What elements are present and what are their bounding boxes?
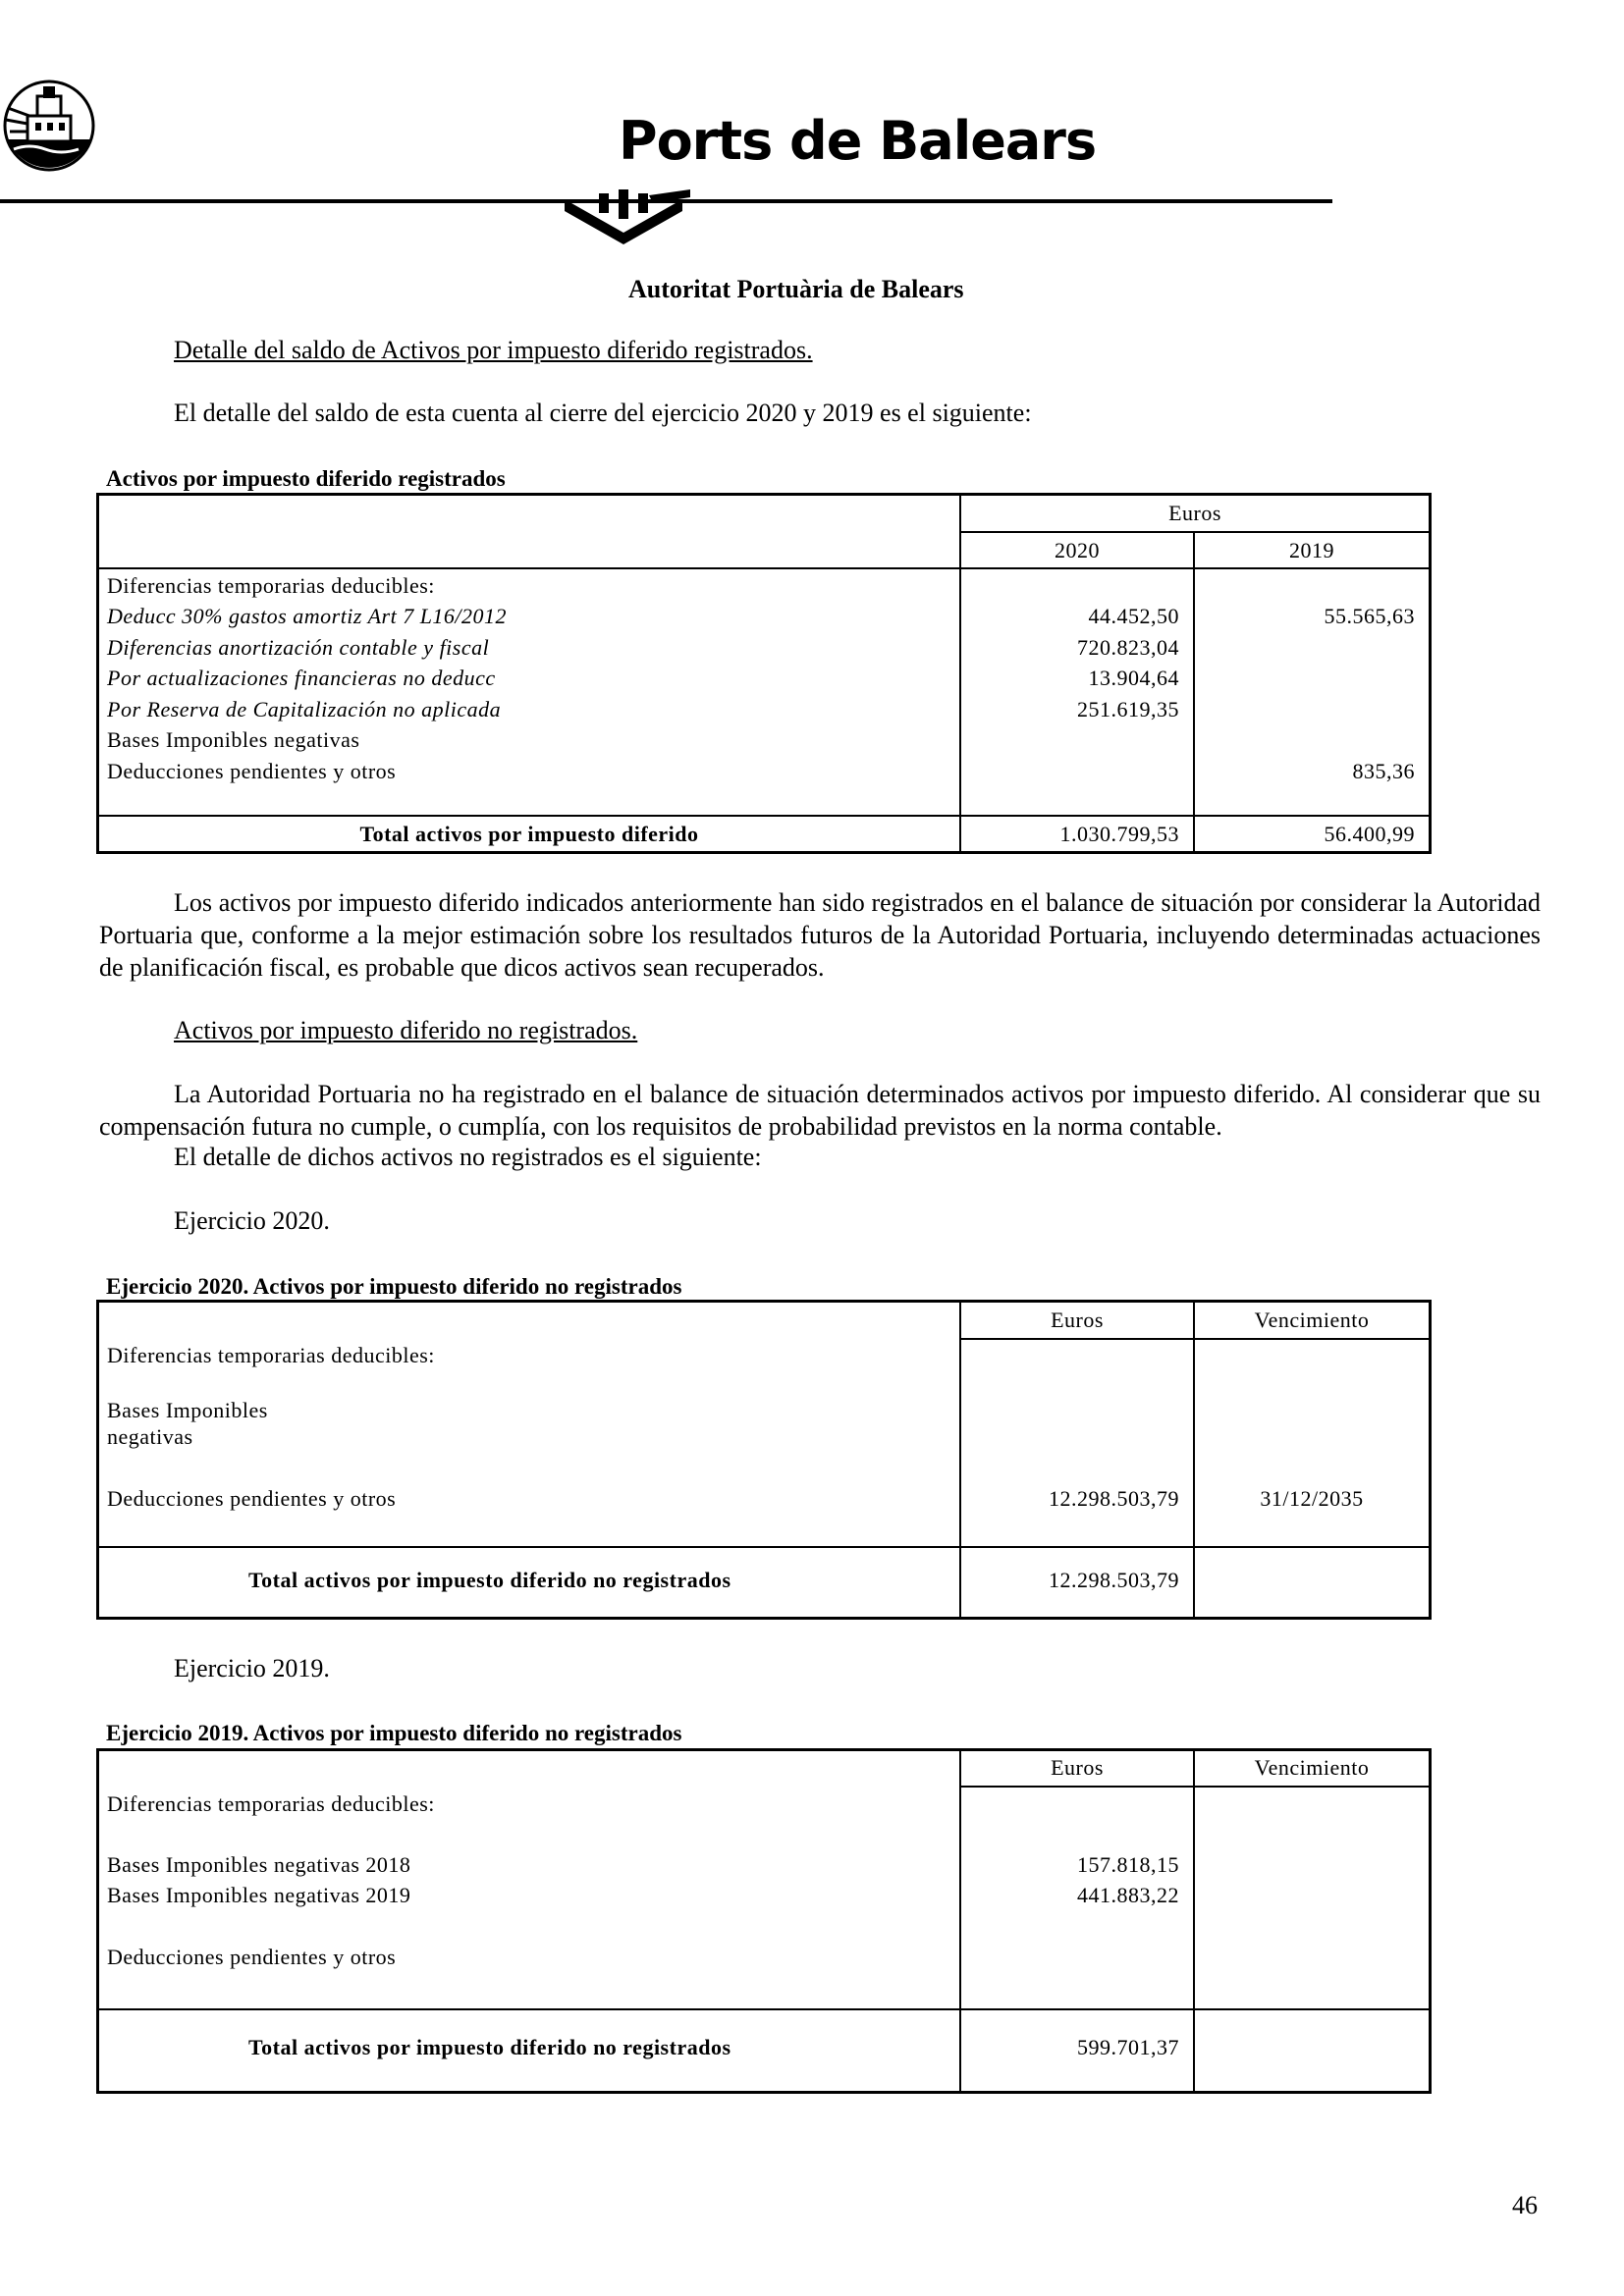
table3-divider: [99, 2008, 1431, 2010]
lighthouse-logo-icon: [0, 69, 98, 172]
section1-intro: El detalle del saldo de esta cuenta al cierre del ejercicio 2020 y 2019 es el siguiente:: [174, 399, 1032, 427]
table2-divider: [99, 1546, 1431, 1548]
table1-total-2020: 1.030.799,53: [1059, 822, 1179, 846]
table-row-label: Bases Imponibles: [107, 1398, 268, 1422]
table1-col-2020: 2020: [1055, 538, 1100, 562]
table1-group-label: Diferencias temporarias deducibles:: [107, 573, 435, 598]
table2-col-euros: Euros: [1051, 1308, 1104, 1332]
table-row-vencimiento: 31/12/2035: [1260, 1486, 1364, 1511]
table3-col-euros: Euros: [1051, 1755, 1104, 1780]
table2-divider: [959, 1338, 1431, 1340]
table1-caption: Activos por impuesto diferido registrados: [106, 466, 506, 491]
table2-divider: [1193, 1303, 1195, 1617]
page-number: 46: [1512, 2191, 1538, 2219]
table-row-value-2020: 13.904,64: [1088, 666, 1179, 690]
table3-divider: [959, 1786, 1431, 1788]
table-row-label: Deducciones pendientes y otros: [107, 759, 397, 783]
table2-total-label: Total activos por impuesto diferido no registrados: [248, 1568, 731, 1592]
table1-total-2019: 56.400,99: [1324, 822, 1415, 846]
table1: [96, 493, 1432, 854]
table-row-label: Deducciones pendientes y otros: [107, 1945, 397, 1969]
table1-divider: [1193, 532, 1195, 851]
section2-paragraph: La Autoridad Portuaria no ha registrado en el balance de situación determinados activos por impuesto diferido. Al considerar que su compensación futura no cumple, o cumplía, con los requisitos de probabilidad previstos en la norma contable.: [99, 1080, 1541, 1141]
table-row-value-euros: 12.298.503,79: [1049, 1486, 1179, 1511]
table1-currency-header: Euros: [1168, 501, 1221, 525]
table2-group-label: Diferencias temporarias deducibles:: [107, 1343, 435, 1367]
table1-divider: [99, 567, 1431, 569]
table-row-value-2020: 251.619,35: [1077, 697, 1179, 721]
table-row-value-euros: 441.883,22: [1077, 1883, 1179, 1907]
year-2019-label: Ejercicio 2019.: [174, 1654, 330, 1682]
table-row-value-2020: 44.452,50: [1088, 604, 1179, 628]
section2-heading: Activos por impuesto diferido no registrados.: [174, 1016, 638, 1044]
table-row-value-2019: 835,36: [1352, 759, 1415, 783]
table-row-label: Por actualizaciones financieras no deducc: [107, 666, 496, 690]
section1-heading: Detalle del saldo de Activos por impuesto diferido registrados.: [174, 336, 813, 364]
table-row-label: Por Reserva de Capitalización no aplicada: [107, 697, 502, 721]
table3-col-vencimiento: Vencimiento: [1254, 1755, 1370, 1780]
table1-total-label: Total activos por impuesto diferido: [359, 822, 699, 846]
table-row-label: Bases Imponibles negativas 2018: [107, 1852, 411, 1877]
table3-total-label: Total activos por impuesto diferido no registrados: [248, 2035, 731, 2059]
table-row-value-2019: 55.565,63: [1324, 604, 1415, 628]
table3-total-euros: 599.701,37: [1077, 2035, 1179, 2059]
table3-caption: Ejercicio 2019. Activos por impuesto diferido no registrados: [106, 1721, 682, 1745]
chevron-mark-icon: [565, 189, 692, 250]
year-2020-label: Ejercicio 2020.: [174, 1206, 330, 1235]
table-row-label: Bases Imponibles negativas: [107, 727, 360, 752]
table-row-label: negativas: [107, 1424, 193, 1449]
table2-col-vencimiento: Vencimiento: [1254, 1308, 1370, 1332]
table3: [96, 1748, 1432, 2094]
table-row-label: Diferencias anortización contable y fiscal: [107, 635, 490, 660]
table-row-label: Deducc 30% gastos amortiz Art 7 L16/2012: [107, 604, 508, 628]
table1-col-2019: 2019: [1289, 538, 1334, 562]
table1-divider: [99, 815, 1431, 817]
paragraph-registered-assets: Los activos por impuesto diferido indicados anteriormente han sido registrados en el balance de situación por considerar la Autoridad Portuaria que, conforme a la mejor estimación sobre los resultados futuros de la Autoridad Portuaria, incluyendo determinadas actuaciones de planificación fiscal, es probable que dicos activos sean recuperados.: [99, 888, 1541, 982]
section2-detail: El detalle de dichos activos no registrados es el siguiente:: [174, 1143, 762, 1171]
authority-name: Autoritat Portuària de Balears: [628, 275, 964, 300]
table2-caption: Ejercicio 2020. Activos por impuesto diferido no registrados: [106, 1274, 682, 1299]
table-row-label: Deducciones pendientes y otros: [107, 1486, 397, 1511]
table2-total-euros: 12.298.503,79: [1049, 1568, 1179, 1592]
table3-group-label: Diferencias temporarias deducibles:: [107, 1791, 435, 1816]
table2: [96, 1300, 1432, 1620]
table-row-label: Bases Imponibles negativas 2019: [107, 1883, 411, 1907]
table-row-value-euros: 157.818,15: [1077, 1852, 1179, 1877]
table-row-value-2020: 720.823,04: [1077, 635, 1179, 660]
table3-divider: [1193, 1751, 1195, 2091]
brand-title: Ports de Balears: [619, 110, 1097, 172]
table1-divider: [959, 531, 1431, 533]
